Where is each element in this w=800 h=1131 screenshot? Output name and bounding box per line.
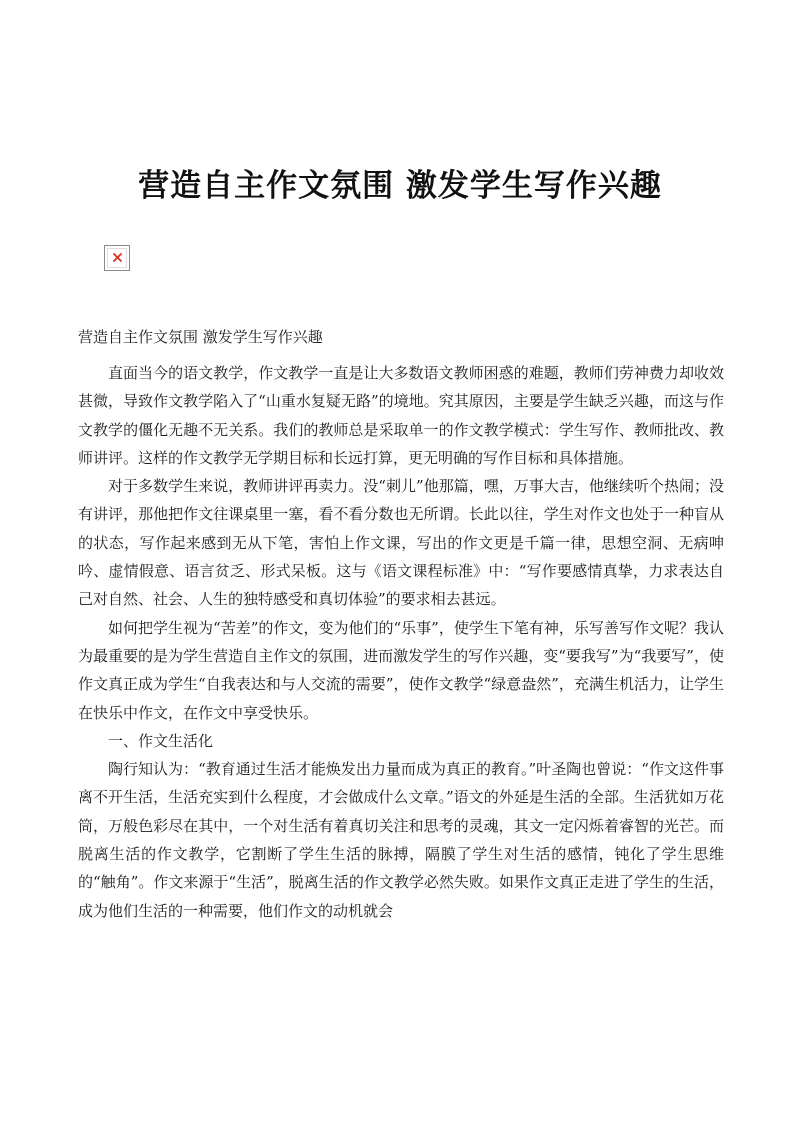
paragraph: 如何把学生视为“苦差”的作文，变为他们的“乐事”，使学生下笔有神，乐写善写作文呢？我认为最重要的是为学生营造自主作文的氛围，进而激发学生的写作兴趣，变“要我写”为“我要写”，使作文真正成为学生“自我表达和与人交流的需要”，使作文教学“绿意盎然”，充满生机活力，让学生在快乐中作文，在作文中享受快乐。 bbox=[78, 618, 724, 722]
document-subtitle: 营造自主作文氛围 激发学生写作兴趣 bbox=[78, 328, 323, 346]
image-placeholder bbox=[104, 245, 130, 271]
paragraph: 直面当今的语文教学，作文教学一直是让大多数语文教师困惑的难题，教师们劳神费力却收效甚微，导致作文教学陷入了“山重水复疑无路”的境地。究其原因，主要是学生缺乏兴趣，而这与作文教学的僵化无趣不无关系。我们的教师总是采取单一的作文教学模式：学生写作、教师批改、教师讲评。这样的作文教学无学期目标和长远打算，更无明确的写作目标和具体措施。 bbox=[78, 364, 724, 467]
broken-image-icon bbox=[113, 253, 122, 262]
document-title: 营造自主作文氛围 激发学生写作兴趣 bbox=[138, 168, 662, 204]
paragraph: 对于多数学生来说，教师讲评再卖力。没“刺儿”他那篇，嘿，万事大吉，他继续听个热闹；没有讲评，那他把作文往课桌里一塞，看不看分数也无所谓。长此以往，学生对作文也处于一种盲从的状态，写作起来感到无从下笔，害怕上作文课，写出的作文更是千篇一律，思想空洞、无病呻吟、虚情假意、语言贫乏、形式呆板。这与《语文课程标准》中：“写作要感情真挚，力求表达自己对自然、社会、人生的独特感受和真切体验”的要求相去甚远。 bbox=[78, 477, 724, 609]
paragraph: 陶行知认为：“教育通过生活才能焕发出力量而成为真正的教育。”叶圣陶也曾说：“作文这件事离不开生活，生活充实到什么程度，才会做成什么文章。”语文的外延是生活的全部。生活犹如万花筒，万般色彩尽在其中，一个对生活有着真切关注和思考的灵魂，其文一定闪烁着睿智的光芒。而脱离生活的作文教学，它割断了学生生活的脉搏，隔膜了学生对生活的感情，钝化了学生思维的“触角”。作文来源于“生活”，脱离生活的作文教学必然失败。如果作文真正走进了学生的生活，成为他们生活的一种需要，他们作文的动机就会 bbox=[78, 760, 724, 920]
document-body bbox=[78, 359, 724, 925]
section-heading: 一、作文生活化 bbox=[108, 731, 214, 750]
